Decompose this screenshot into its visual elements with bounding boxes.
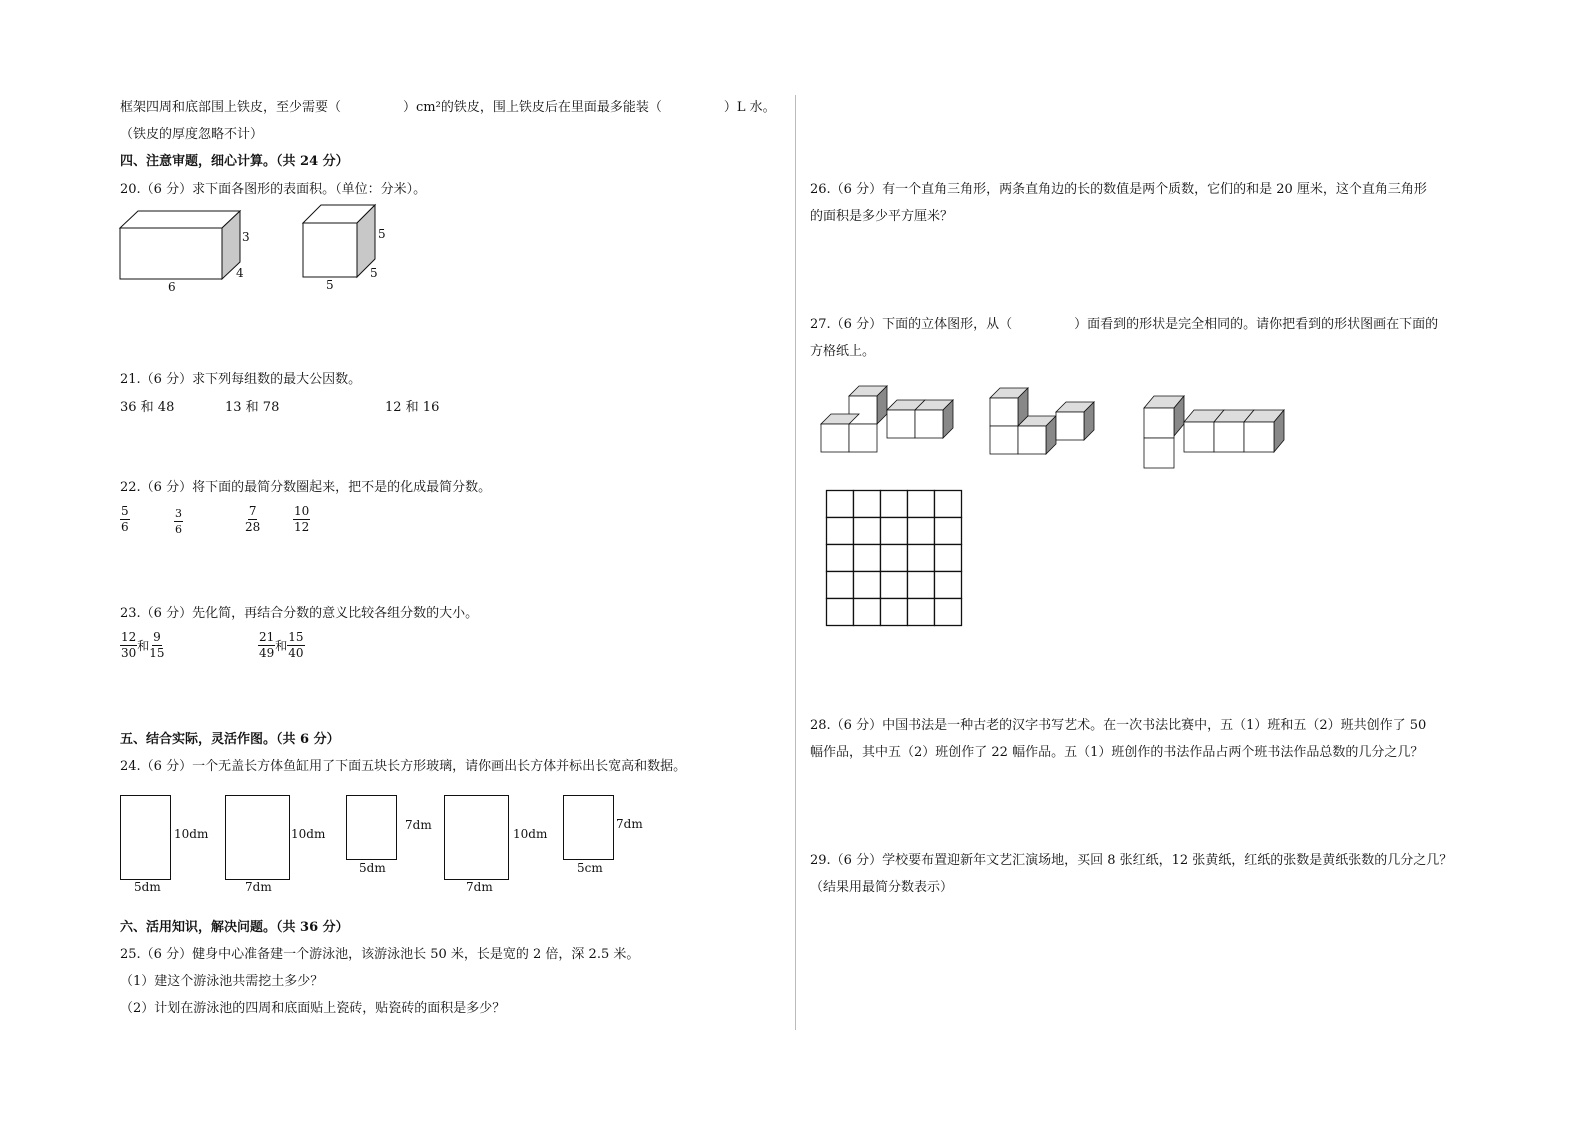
q23-pair: $\frac{21}{49}$ 和 $\frac{15}{40}$: [259, 630, 304, 660]
q28-line2: 幅作品，其中五（2）班创作了 22 幅作品。五（1）班创作的书法作品占两个班书法作品总数的几分之几？: [810, 745, 1424, 760]
grid-cell[interactable]: [881, 545, 908, 572]
glass-width-label: 5dm: [359, 861, 386, 875]
q22-fraction: $\frac{3}{6}$: [175, 507, 182, 536]
q23-pair: $\frac{12}{30}$ 和 $\frac{9}{15}$: [121, 630, 165, 660]
q24-prompt: 24.（6 分）一个无盖长方体鱼缸用了下面五块长方形玻璃，请你画出长方体并标出长宽高和数据。: [120, 759, 687, 774]
grid-cell[interactable]: [854, 599, 881, 626]
grid-cell[interactable]: [881, 599, 908, 626]
q22-prompt: 22.（6 分）将下面的最简分数圈起来，把不是的化成最简分数。: [120, 480, 492, 495]
q25-part2: （2）计划在游泳池的四周和底面贴上瓷砖，贴瓷砖的面积是多少？: [120, 1001, 506, 1016]
q28-line1: 28.（6 分）中国书法是一种古老的汉字书写艺术。在一次书法比赛中，五（1）班和五（2）班共创作了 50: [810, 718, 1427, 733]
q20-prompt: 20.（6 分）求下面各图形的表面积。（单位：分米）。: [120, 182, 427, 197]
grid-cell[interactable]: [881, 572, 908, 599]
q27-cube-figure-3: [0, 0, 1, 1]
section5-heading: 五、结合实际，灵活作图。（共 6 分）: [120, 732, 340, 747]
q20-box2-width-label: 5: [326, 278, 334, 292]
glass-height-label: 7dm: [405, 818, 432, 832]
grid-cell[interactable]: [827, 518, 854, 545]
glass-panel: [563, 795, 614, 860]
grid-cell[interactable]: [827, 572, 854, 599]
grid-cell[interactable]: [881, 518, 908, 545]
glass-panel: [444, 795, 509, 880]
q20-box2-height-label: 5: [378, 227, 386, 241]
glass-panel: [120, 795, 171, 880]
q27-grid-paper[interactable]: [826, 490, 962, 626]
glass-height-label: 10dm: [174, 827, 209, 841]
grid-cell[interactable]: [908, 572, 935, 599]
grid-cell[interactable]: [854, 545, 881, 572]
grid-cell[interactable]: [827, 599, 854, 626]
q23-fraction: $\frac{12}{30}$: [121, 630, 137, 660]
q25-prompt: 25.（6 分）健身中心准备建一个游泳池，该游泳池长 50 米，长是宽的 2 倍，深 2.5 米。: [120, 947, 640, 962]
grid-cell[interactable]: [935, 545, 962, 572]
q29-line2: （结果用最简分数表示）: [810, 880, 954, 895]
grid-cell[interactable]: [908, 545, 935, 572]
grid-cell[interactable]: [935, 518, 962, 545]
q20-box2-depth-label: 5: [370, 266, 378, 280]
glass-width-label: 7dm: [245, 880, 272, 894]
grid-cell[interactable]: [854, 491, 881, 518]
section4-heading: 四、注意审题，细心计算。（共 24 分）: [120, 154, 349, 169]
glass-height-label: 7dm: [616, 817, 643, 831]
q19-line2: （铁皮的厚度忽略不计）: [120, 127, 264, 142]
grid-cell[interactable]: [827, 491, 854, 518]
grid-cell[interactable]: [881, 491, 908, 518]
q23-fraction: $\frac{9}{15}$: [149, 630, 165, 660]
q22-fraction: $\frac{10}{12}$: [294, 504, 310, 534]
q20-box1-height-label: 3: [242, 230, 250, 244]
grid-cell[interactable]: [827, 545, 854, 572]
q27-line2: 方格纸上。: [810, 344, 876, 359]
grid-cell[interactable]: [935, 572, 962, 599]
q26-line2: 的面积是多少平方厘米？: [810, 209, 954, 224]
q27-line1: 27.（6 分）下面的立体图形，从（ ）面看到的形状是完全相同的。请你把看到的形状图画在下面的: [810, 317, 1439, 332]
q20-box1-width-label: 6: [168, 280, 176, 294]
section6-heading: 六、活用知识，解决问题。（共 36 分）: [120, 920, 349, 935]
q23-fraction: $\frac{15}{40}$: [288, 630, 304, 660]
q21-prompt: 21.（6 分）求下列每组数的最大公因数。: [120, 372, 362, 387]
q23-fraction: $\frac{21}{49}$: [259, 630, 275, 660]
q21-item: 12 和 16: [385, 400, 440, 415]
q20-box1-depth-label: 4: [236, 266, 244, 280]
glass-height-label: 10dm: [513, 827, 548, 841]
grid-cell[interactable]: [854, 572, 881, 599]
glass-panel: [225, 795, 290, 880]
glass-height-label: 10dm: [291, 827, 326, 841]
column-divider: [795, 95, 796, 1030]
q22-fraction: $\frac{7}{28}$: [245, 504, 261, 534]
q26-line1: 26.（6 分）有一个直角三角形，两条直角边的长的数值是两个质数，它们的和是 20 厘米，这个直角三角形: [810, 182, 1427, 197]
grid-cell[interactable]: [854, 518, 881, 545]
q22-fraction: $\frac{5}{6}$: [121, 504, 129, 534]
grid-cell[interactable]: [935, 491, 962, 518]
glass-width-label: 7dm: [466, 880, 493, 894]
q23-prompt: 23.（6 分）先化简，再结合分数的意义比较各组分数的大小。: [120, 606, 479, 621]
grid-cell[interactable]: [908, 491, 935, 518]
glass-width-label: 5cm: [577, 861, 603, 875]
glass-panel: [346, 795, 397, 860]
q21-item: 13 和 78: [225, 400, 280, 415]
grid-cell[interactable]: [908, 599, 935, 626]
q29-line1: 29.（6 分）学校要布置迎新年文艺汇演场地，买回 8 张红纸，12 张黄纸，红纸的张数是黄纸张数的几分之几？: [810, 853, 1453, 868]
glass-width-label: 5dm: [134, 880, 161, 894]
q21-item: 36 和 48: [120, 400, 175, 415]
grid-cell[interactable]: [908, 518, 935, 545]
grid-cell[interactable]: [935, 599, 962, 626]
q19-line1: 框架四周和底部围上铁皮，至少需要（ ）cm²的铁皮，围上铁皮后在里面最多能装（ ）L 水。: [120, 100, 776, 115]
q25-part1: （1）建这个游泳池共需挖土多少？: [120, 974, 324, 989]
